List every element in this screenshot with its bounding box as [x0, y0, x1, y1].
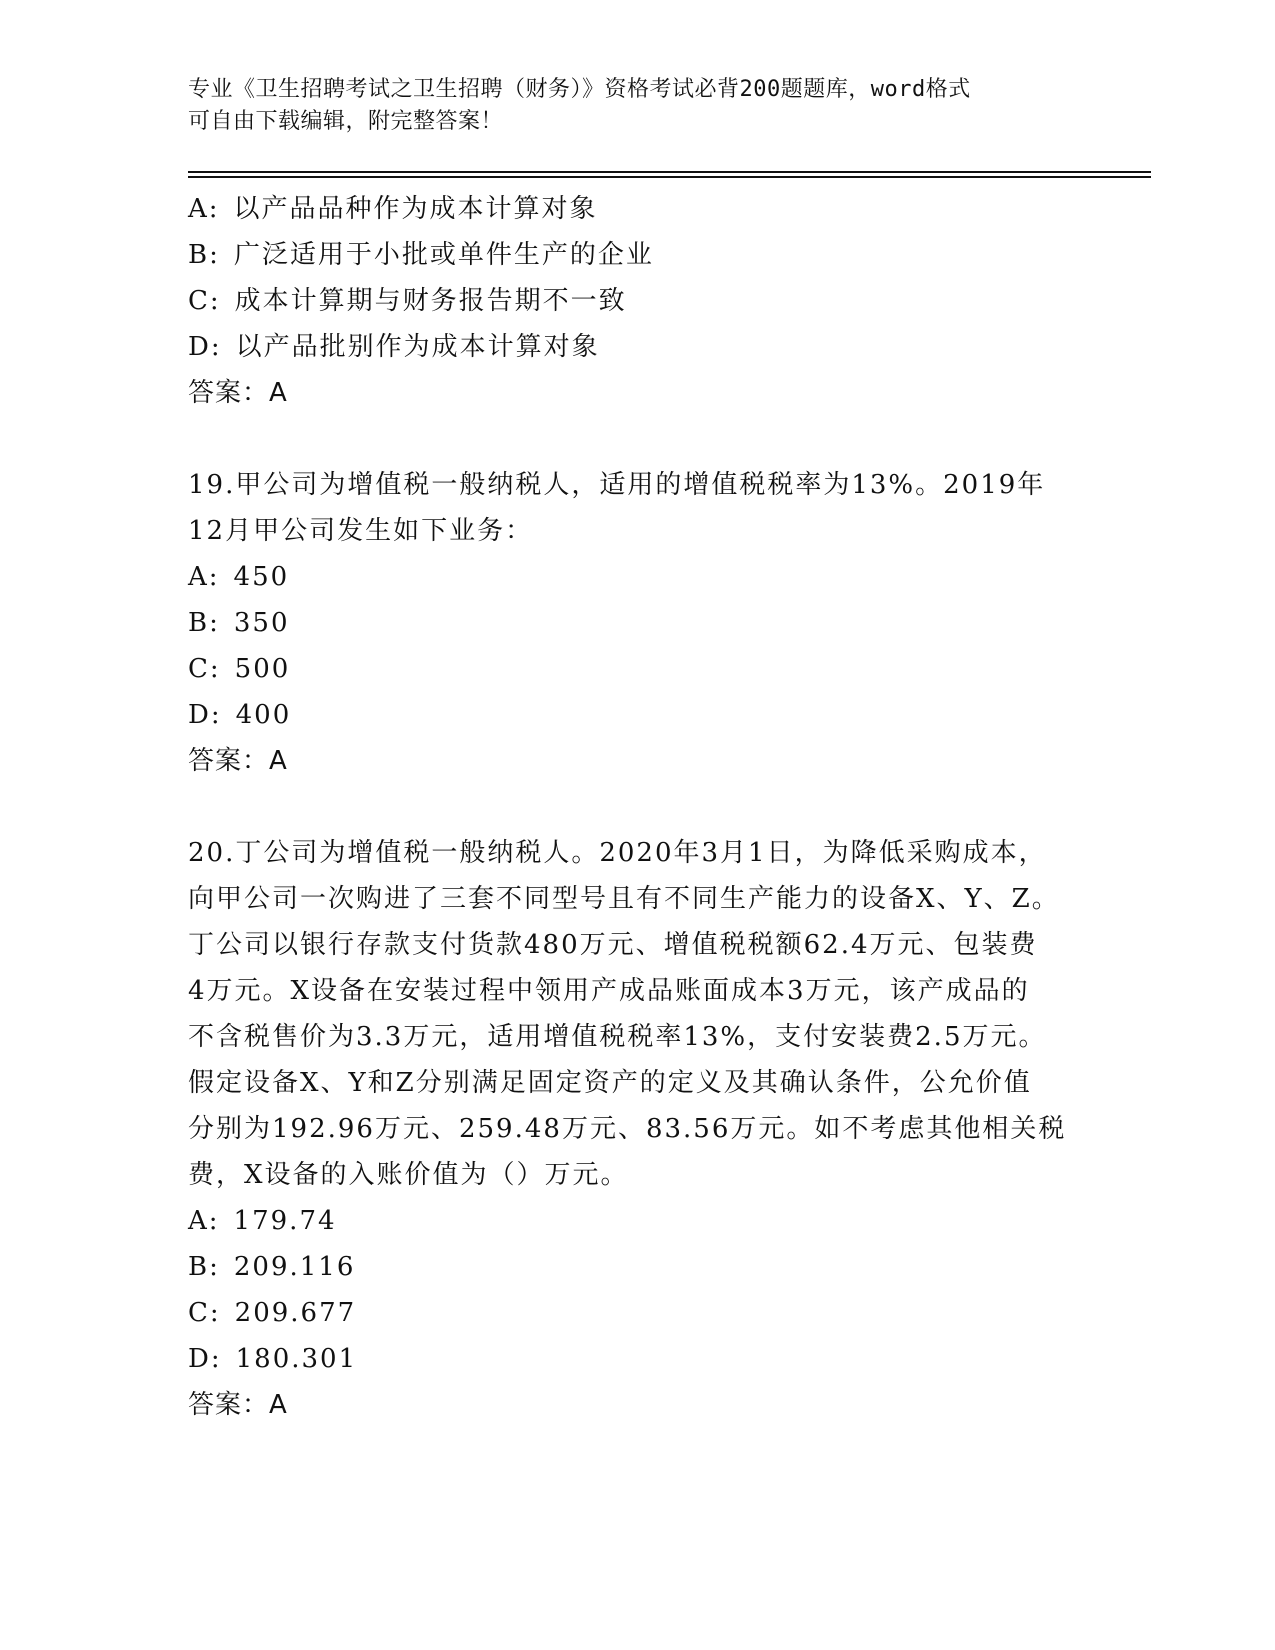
document-header — [188, 74, 1068, 138]
header-divider-top — [188, 171, 1151, 173]
header-line-2: 可自由下载编辑，附完整答案！ — [188, 109, 504, 134]
question-stem-line: 丁公司以银行存款支付货款480万元、增值税税额62.4万元、包装费 — [188, 930, 1038, 960]
question-list — [188, 186, 1088, 1428]
option-d: D: 180.301 — [188, 1344, 358, 1374]
answer: 答案：A — [188, 1390, 288, 1420]
question-stem-line: 不含税售价为3.3万元，适用增值税税率13%，支付安装费2.5万元。 — [188, 1022, 1047, 1052]
question-20 — [188, 830, 1088, 1428]
question-stem-line: 12月甲公司发生如下业务： — [188, 516, 534, 546]
option-c: C: 209.677 — [188, 1298, 357, 1328]
option-a: A: 450 — [188, 562, 290, 592]
header-divider-bottom — [188, 176, 1151, 178]
question-stem-line: 向甲公司一次购进了三套不同型号且有不同生产能力的设备X、Y、Z。 — [188, 884, 1060, 914]
question-prev — [188, 186, 1088, 416]
answer: 答案：A — [188, 378, 288, 408]
option-d: D: 400 — [188, 700, 292, 730]
option-b: B: 广泛适用于小批或单件生产的企业 — [188, 240, 654, 270]
question-19 — [188, 462, 1088, 784]
header-line-1: 专业《卫生招聘考试之卫生招聘（财务）》资格考试必背200题题库，word格式 — [188, 77, 971, 102]
spacer — [188, 416, 1088, 462]
question-stem-line: 19.甲公司为增值税一般纳税人，适用的增值税税率为13%。2019年 — [188, 470, 1046, 500]
question-stem-line: 假定设备X、Y和Z分别满足固定资产的定义及其确认条件，公允价值 — [188, 1068, 1032, 1098]
question-stem-line: 分别为192.96万元、259.48万元、83.56万元。如不考虑其他相关税 — [188, 1114, 1067, 1144]
option-c: C: 500 — [188, 654, 291, 684]
spacer — [188, 784, 1088, 830]
question-stem-line: 4万元。X设备在安装过程中领用产成品账面成本3万元，该产成品的 — [188, 976, 1030, 1006]
answer: 答案：A — [188, 746, 288, 776]
option-b: B: 350 — [188, 608, 290, 638]
option-a: A: 以产品品种作为成本计算对象 — [188, 194, 598, 224]
question-stem-line: 20.丁公司为增值税一般纳税人。2020年3月1日，为降低采购成本， — [188, 838, 1047, 868]
option-c: C: 成本计算期与财务报告期不一致 — [188, 286, 627, 316]
option-a: A: 179.74 — [188, 1206, 337, 1236]
option-b: B: 209.116 — [188, 1252, 356, 1282]
option-d: D: 以产品批别作为成本计算对象 — [188, 332, 600, 362]
question-stem-line: 费，X设备的入账价值为（）万元。 — [188, 1160, 629, 1190]
